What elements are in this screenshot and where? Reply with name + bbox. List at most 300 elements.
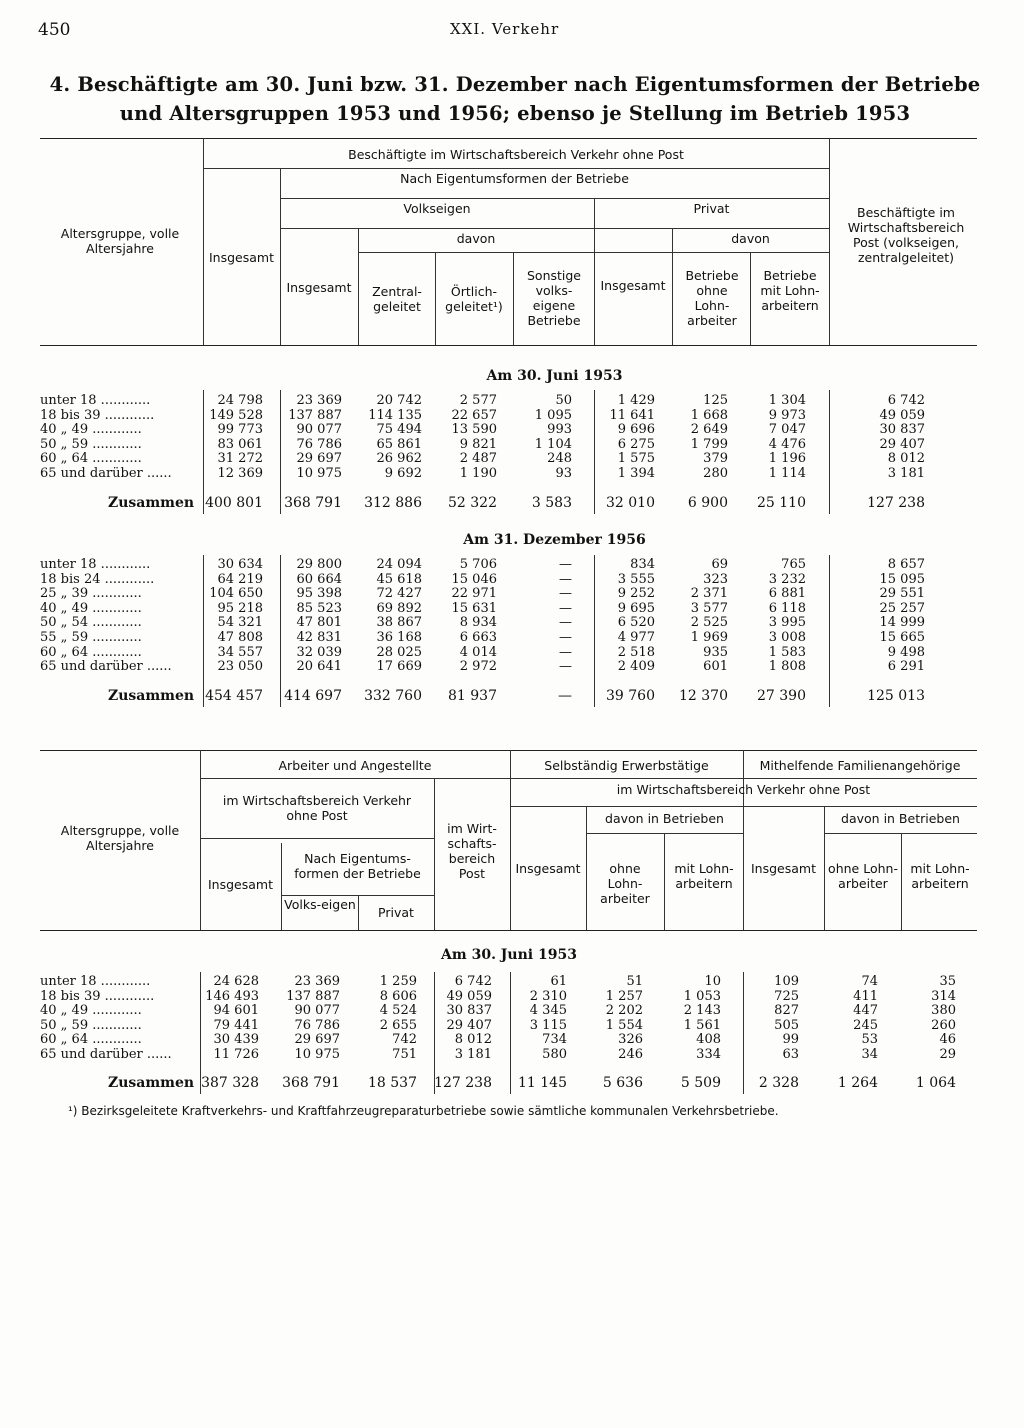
table-cell: 13 590: [451, 422, 497, 438]
total-cell: 11 145: [518, 1075, 567, 1091]
t2-header-mf-insgesamt: Insgesamt: [751, 861, 816, 876]
total-cell: 400 801: [205, 495, 263, 511]
t1-vline: [435, 252, 436, 345]
table-cell: 11 726: [213, 1047, 259, 1062]
table-cell: 17 669: [376, 659, 422, 675]
total-cell: 387 328: [201, 1075, 259, 1091]
t1-hline: [280, 228, 829, 229]
table-cell: 9 821: [459, 436, 497, 452]
table-cell: 83 061: [217, 436, 263, 452]
t2-vline: [200, 750, 201, 930]
table-cell: 2 518: [617, 644, 655, 660]
t1-header-davon-ve: davon: [456, 231, 496, 246]
table-cell: 8 012: [887, 451, 925, 467]
table-cell: 45 618: [376, 571, 422, 587]
t1-header-zentral: Zentral-geleitet: [372, 284, 422, 314]
t1-header-nach-eigentum: Nach Eigentumsformen der Betriebe: [400, 171, 629, 186]
table-cell: 15 095: [879, 571, 925, 587]
t2-header-insgesamt: Insgesamt: [208, 877, 273, 892]
table-cell: —: [559, 659, 572, 675]
table-cell: 20 742: [376, 393, 422, 408]
table-cell: 69: [711, 557, 728, 572]
t2-hline: [510, 778, 977, 779]
row-label: 40 „ 49 ............: [40, 422, 142, 438]
t1-header-ohne: Betriebe ohne Lohn-arbeiter: [685, 268, 739, 328]
table-cell: 2 525: [690, 615, 728, 631]
table-cell: 334: [696, 1047, 721, 1062]
table-cell: 149 528: [209, 407, 263, 423]
total-cell: 25 110: [757, 495, 806, 511]
t1-body-vline: [829, 555, 830, 707]
row-label: 50 „ 54 ............: [40, 615, 142, 631]
table-cell: 1 114: [768, 466, 806, 481]
table-cell: 69 892: [376, 600, 422, 616]
t2-vline: [901, 833, 902, 930]
table-cell: 6 881: [768, 586, 806, 602]
table-cell: 90 077: [294, 1003, 340, 1019]
row-label: 18 bis 24 ............: [40, 571, 155, 587]
t2-header-nach-eigentum: Nach Eigentums-formen der Betriebe: [294, 851, 421, 881]
t2-header-mithelfend: Mithelfende Familienangehörige: [759, 758, 961, 773]
table-cell: 35: [939, 974, 956, 989]
table-cell: 137 887: [288, 407, 342, 423]
total-cell: 312 886: [364, 495, 422, 511]
table-cell: 65 861: [376, 436, 422, 452]
table-cell: 15 631: [451, 600, 497, 616]
table-cell: 146 493: [205, 988, 259, 1004]
t2-vline: [743, 750, 744, 930]
t1-header-top: Beschäftigte im Wirtschaftsbereich Verkehr ohne Post: [348, 147, 684, 162]
table-cell: 34 557: [217, 644, 263, 660]
table-cell: 248: [547, 451, 572, 467]
row-label: unter 18 ............: [40, 974, 151, 989]
table-cell: 8 657: [887, 557, 925, 572]
table-cell: 2 409: [617, 659, 655, 675]
running-head: XXI. Verkehr: [450, 20, 560, 38]
table-cell: 64 219: [217, 571, 263, 587]
table-cell: 2 143: [683, 1003, 721, 1019]
table-cell: 109: [774, 974, 799, 989]
table-cell: 9 973: [768, 407, 806, 423]
total-cell: 32 010: [606, 495, 655, 511]
table-cell: —: [559, 600, 572, 616]
table-cell: 505: [774, 1017, 799, 1033]
total-cell: 368 791: [282, 1075, 340, 1091]
t1-header-mit: Betriebe mit Lohn-arbeitern: [760, 268, 820, 313]
total-cell: 332 760: [364, 688, 422, 704]
table-cell: 314: [931, 988, 956, 1004]
t2-vline: [434, 778, 435, 930]
table-cell: 46: [939, 1032, 956, 1048]
t2-header-ohne1: ohne Lohn-arbeiter: [600, 861, 650, 906]
row-label: 40 „ 49 ............: [40, 1003, 142, 1019]
table-cell: 31 272: [217, 451, 263, 467]
table-cell: 3 995: [768, 615, 806, 631]
t2-header-arbeiter: Arbeiter und Angestellte: [278, 758, 432, 773]
row-label: unter 18 ............: [40, 393, 151, 408]
table-cell: 85 523: [296, 600, 342, 616]
table-cell: 2 577: [459, 393, 497, 408]
table-cell: 25 257: [879, 600, 925, 616]
total-cell: 39 760: [606, 688, 655, 704]
row-label: 65 und darüber ......: [40, 659, 172, 675]
total-cell: 5 636: [602, 1075, 643, 1091]
table-cell: 99: [782, 1032, 799, 1048]
total-cell: —: [558, 688, 572, 704]
table-cell: 2 655: [379, 1017, 417, 1033]
t2-header-se-insgesamt: Insgesamt: [515, 861, 581, 876]
total-cell: 81 937: [448, 688, 497, 704]
table-cell: 30 439: [213, 1032, 259, 1048]
table-cell: 75 494: [376, 422, 422, 438]
table-cell: 5 706: [459, 557, 497, 572]
table-cell: 1 799: [690, 436, 728, 452]
section-title: Am 31. Dezember 1956: [463, 532, 646, 548]
table-cell: 379: [703, 451, 728, 467]
t1-vline: [280, 168, 281, 345]
table-cell: 280: [703, 466, 728, 481]
table-cell: 1 969: [690, 630, 728, 645]
table-cell: 1 259: [379, 974, 417, 989]
table-cell: 114 135: [368, 407, 422, 423]
t2-header-mit2: mit Lohn-arbeitern: [910, 861, 970, 891]
t1-header-pr-insgesamt: Insgesamt: [600, 278, 666, 293]
table-cell: 23 369: [296, 393, 342, 408]
section-title: Am 30. Juni 1953: [441, 947, 577, 963]
table-cell: 734: [542, 1032, 567, 1048]
table-cell: 42 831: [296, 630, 342, 645]
table-cell: 742: [392, 1032, 417, 1048]
table-cell: 1 190: [459, 466, 497, 481]
table-cell: 20 641: [296, 659, 342, 675]
table-cell: 9 692: [384, 466, 422, 481]
table2-header-bottom-rule: [40, 930, 977, 931]
t2-header-wb-ohne-post2: im Wirtschaftsbereich Verkehr ohne Post: [616, 782, 871, 797]
row-label: 55 „ 59 ............: [40, 630, 142, 645]
total-cell: 12 370: [679, 688, 728, 704]
table-cell: 28 025: [376, 644, 422, 660]
table-cell: 3 181: [454, 1047, 492, 1062]
table-cell: 2 202: [605, 1003, 643, 1019]
table-cell: 72 427: [376, 586, 422, 602]
table-cell: 6 520: [617, 615, 655, 631]
table-cell: 1 257: [605, 988, 643, 1004]
table-cell: 10 975: [296, 466, 342, 481]
table-cell: 22 971: [451, 586, 497, 602]
table-cell: 580: [542, 1047, 567, 1062]
t2-header-mit1: mit Lohn-arbeitern: [674, 861, 734, 891]
table-cell: 725: [774, 988, 799, 1004]
table-cell: 6 742: [887, 393, 925, 408]
t2-vline: [281, 843, 282, 930]
table-cell: 30 837: [879, 422, 925, 438]
table-cell: 4 476: [768, 436, 806, 452]
table2-top-rule: [40, 750, 977, 751]
table-cell: 8 606: [379, 988, 417, 1004]
row-label: 18 bis 39 ............: [40, 988, 155, 1004]
row-label: 50 „ 59 ............: [40, 436, 142, 452]
row-label: 65 und darüber ......: [40, 1047, 172, 1062]
table-cell: 1 429: [617, 393, 655, 408]
table-cell: 29 800: [296, 557, 342, 572]
row-label: unter 18 ............: [40, 557, 151, 572]
t2-hline: [586, 833, 743, 834]
table-cell: 36 168: [376, 630, 422, 645]
table-cell: 93: [555, 466, 572, 481]
table-cell: 260: [931, 1017, 956, 1033]
page-title: 4. Beschäftigte am 30. Juni bzw. 31. Dezember nach Eigentumsformen der Betriebe und Altersgruppen 1953 und 1956; ebenso je Stellung im Betrieb 1953: [49, 73, 981, 125]
table-cell: 1 196: [768, 451, 806, 467]
table-cell: 827: [774, 1003, 799, 1019]
table-cell: 1 808: [768, 659, 806, 675]
table-cell: 29 407: [446, 1017, 492, 1033]
row-label: 65 und darüber ......: [40, 466, 172, 481]
t2-header-davon-betr1: davon in Betrieben: [605, 811, 724, 826]
table-cell: 99 773: [217, 422, 263, 438]
total-label: Zusammen: [108, 495, 195, 511]
table-cell: —: [559, 615, 572, 631]
table-cell: 2 649: [690, 422, 728, 438]
table-cell: 15 046: [451, 571, 497, 587]
table-cell: 14 999: [879, 615, 925, 631]
table-cell: 4 345: [529, 1003, 567, 1019]
total-cell: 127 238: [434, 1075, 492, 1091]
table-cell: 326: [618, 1032, 643, 1048]
table-cell: 29 551: [879, 586, 925, 602]
t1-header-insgesamt: Insgesamt: [209, 250, 274, 265]
table-cell: 47 801: [296, 615, 342, 631]
table-cell: 9 498: [887, 644, 925, 660]
table-cell: 76 786: [294, 1017, 340, 1033]
table-cell: —: [559, 630, 572, 645]
t1-hline: [280, 198, 829, 199]
t1-header-sonstige: Sonstige volks-eigene Betriebe: [526, 268, 582, 328]
table-cell: 24 798: [217, 393, 263, 408]
row-label: 50 „ 59 ............: [40, 1017, 142, 1033]
table-cell: 1 053: [683, 988, 721, 1004]
table-cell: 6 291: [887, 659, 925, 675]
table-cell: 408: [696, 1032, 721, 1048]
table-cell: 2 487: [459, 451, 497, 467]
total-cell: 2 328: [758, 1075, 799, 1091]
table-cell: 24 628: [213, 974, 259, 989]
table-cell: 94 601: [213, 1003, 259, 1019]
table-cell: 23 050: [217, 659, 263, 675]
t1-header-privat: Privat: [693, 201, 730, 216]
table-cell: —: [559, 586, 572, 602]
table-cell: 6 663: [459, 630, 497, 645]
table-cell: 29: [939, 1047, 956, 1062]
table-cell: 10: [704, 974, 721, 989]
table-cell: 76 786: [296, 436, 342, 452]
table-cell: 29 697: [296, 451, 342, 467]
t1-header-davon-pr: davon: [731, 231, 770, 246]
t2-vline: [510, 750, 511, 930]
table-cell: 1 668: [690, 407, 728, 423]
row-label: 40 „ 49 ............: [40, 600, 142, 616]
t2-hline: [281, 895, 434, 896]
table-cell: 47 808: [217, 630, 263, 645]
table-cell: —: [559, 644, 572, 660]
table-cell: 30 634: [217, 557, 263, 572]
table-cell: 6 275: [617, 436, 655, 452]
table-cell: 61: [550, 974, 567, 989]
table-cell: 11 641: [609, 407, 655, 423]
t1-body-vline: [829, 390, 830, 514]
table-cell: 9 252: [617, 586, 655, 602]
t2-header-privat: Privat: [378, 905, 414, 920]
table-cell: 323: [703, 571, 728, 587]
table-cell: 3 577: [690, 600, 728, 616]
table-cell: 30 837: [446, 1003, 492, 1019]
table-cell: 4 524: [379, 1003, 417, 1019]
table-cell: 29 407: [879, 436, 925, 452]
table-cell: 54 321: [217, 615, 263, 631]
total-cell: 127 238: [867, 495, 925, 511]
table-cell: 15 665: [879, 630, 925, 645]
table-cell: 1 561: [683, 1017, 721, 1033]
table1-header-bottom-rule: [40, 345, 977, 346]
t2-hline: [824, 833, 977, 834]
t1-vline: [829, 138, 830, 345]
table-cell: 51: [626, 974, 643, 989]
row-label: 18 bis 39 ............: [40, 407, 155, 423]
t2-hline: [510, 806, 977, 807]
total-cell: 125 013: [867, 688, 925, 704]
table-cell: 8 934: [459, 615, 497, 631]
table-cell: 246: [618, 1047, 643, 1062]
table-cell: 3 115: [529, 1017, 567, 1033]
table-cell: 245: [853, 1017, 878, 1033]
total-cell: 5 509: [680, 1075, 721, 1091]
table-cell: 34: [861, 1047, 878, 1062]
row-label: 25 „ 39 ............: [40, 586, 142, 602]
table-cell: —: [559, 557, 572, 572]
total-cell: 414 697: [284, 688, 342, 704]
table-cell: 95 218: [217, 600, 263, 616]
total-cell: 454 457: [205, 688, 263, 704]
t2-hline: [200, 838, 434, 839]
table-cell: 2 310: [529, 988, 567, 1004]
table-cell: 2 972: [459, 659, 497, 675]
table-cell: 751: [392, 1047, 417, 1062]
t2-header-ohne2: ohne Lohn-arbeiter: [828, 861, 898, 891]
table-cell: 49 059: [879, 407, 925, 423]
row-label: 60 „ 64 ............: [40, 451, 142, 467]
total-cell: 52 322: [448, 495, 497, 511]
table-cell: 3 008: [768, 630, 806, 645]
table-cell: 1 304: [768, 393, 806, 408]
table-cell: 10 975: [294, 1047, 340, 1062]
table-cell: 53: [861, 1032, 878, 1048]
table-cell: 8 012: [454, 1032, 492, 1048]
table-cell: 6 118: [768, 600, 806, 616]
table-cell: 4 977: [617, 630, 655, 645]
table-cell: 380: [931, 1003, 956, 1019]
page-number: 450: [38, 20, 71, 40]
t1-header-volkseigen: Volkseigen: [403, 201, 471, 216]
table-cell: 49 059: [446, 988, 492, 1004]
table-cell: 90 077: [296, 422, 342, 438]
table-cell: 3 555: [617, 571, 655, 587]
table-cell: 29 697: [294, 1032, 340, 1048]
t2-header-altersgruppe: Altersgruppe, volle Altersjahre: [60, 823, 180, 853]
row-label: 60 „ 64 ............: [40, 644, 142, 660]
table-cell: 411: [853, 988, 878, 1004]
table-cell: 1 104: [534, 436, 572, 452]
total-cell: 3 583: [531, 495, 572, 511]
t2-vline: [664, 833, 665, 930]
total-label: Zusammen: [108, 688, 195, 704]
section-title: Am 30. Juni 1953: [486, 368, 623, 384]
t2-header-davon-betr2: davon in Betrieben: [841, 811, 960, 826]
table-cell: 60 664: [296, 571, 342, 587]
table-cell: —: [559, 571, 572, 587]
t1-vline: [594, 198, 595, 345]
table-cell: 3 232: [768, 571, 806, 587]
table-cell: 79 441: [213, 1017, 259, 1033]
total-cell: 6 900: [687, 495, 728, 511]
t1-vline: [203, 138, 204, 345]
table-cell: 7 047: [768, 422, 806, 438]
t1-header-altersgruppe: Altersgruppe, volle Altersjahre: [60, 226, 180, 256]
table-cell: 137 887: [286, 988, 340, 1004]
t2-header-wb-post: im Wirt-schafts-bereich Post: [447, 821, 497, 881]
t1-hline: [203, 168, 829, 169]
table-cell: 32 039: [296, 644, 342, 660]
table-cell: 9 695: [617, 600, 655, 616]
table-cell: 601: [703, 659, 728, 675]
row-label: 60 „ 64 ............: [40, 1032, 142, 1048]
t2-header-selbst: Selbständig Erwerbstätige: [544, 758, 709, 773]
table-cell: 6 742: [454, 974, 492, 989]
table-cell: 74: [861, 974, 878, 989]
t1-hline: [358, 252, 829, 253]
t2-hline: [200, 778, 510, 779]
table-cell: 1 095: [534, 407, 572, 423]
table-cell: 1 583: [768, 644, 806, 660]
t1-header-oertlich: Örtlich-geleitet¹): [445, 284, 503, 314]
footnote: ¹) Bezirksgeleitete Kraftverkehrs- und Kraftfahrzeugreparaturbetriebe sowie sämtliche kommunalen Verkehrsbetriebe.: [68, 1104, 779, 1118]
table-cell: 12 369: [217, 466, 263, 481]
total-label: Zusammen: [108, 1075, 195, 1091]
table-cell: 765: [781, 557, 806, 572]
table-cell: 95 398: [296, 586, 342, 602]
table-cell: 1 394: [617, 466, 655, 481]
table-cell: 4 014: [459, 644, 497, 660]
table-cell: 24 094: [376, 557, 422, 572]
table-cell: 50: [555, 393, 572, 408]
table-cell: 38 867: [376, 615, 422, 631]
table-cell: 23 369: [294, 974, 340, 989]
t1-header-ve-insgesamt: Insgesamt: [286, 280, 352, 295]
total-cell: 18 537: [368, 1075, 417, 1091]
table-cell: 935: [703, 644, 728, 660]
t1-header-post: Beschäftigte im Wirtschaftsbereich Post (volkseigen, zentralgeleitet): [847, 205, 965, 265]
table-cell: 9 696: [617, 422, 655, 438]
t1-vline: [750, 252, 751, 345]
table-cell: 834: [630, 557, 655, 572]
table-cell: 26 962: [376, 451, 422, 467]
total-cell: 1 264: [837, 1075, 878, 1091]
t1-vline: [513, 252, 514, 345]
table-cell: 447: [853, 1003, 878, 1019]
t2-header-volkseigen: Volks-eigen: [284, 897, 356, 912]
total-cell: 27 390: [757, 688, 806, 704]
table-cell: 3 181: [887, 466, 925, 481]
table-cell: 1 575: [617, 451, 655, 467]
table-cell: 1 554: [605, 1017, 643, 1033]
